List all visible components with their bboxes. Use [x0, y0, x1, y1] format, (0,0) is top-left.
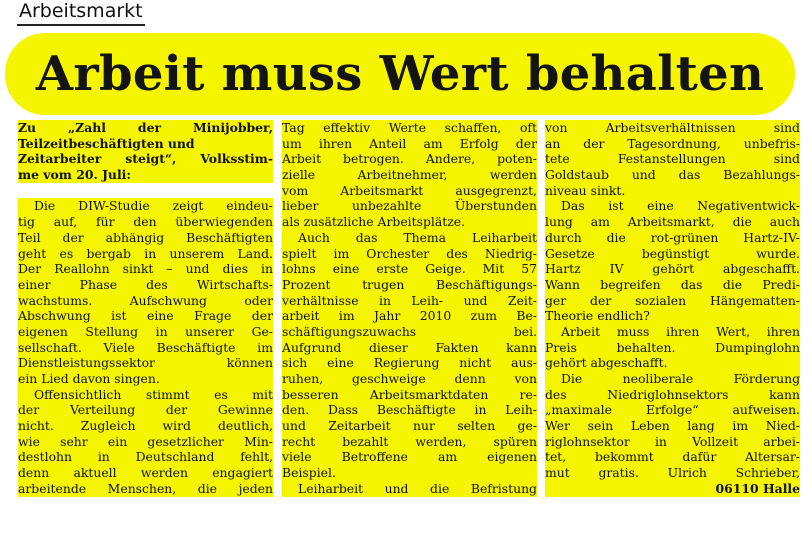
text-line: arbeitende Menschen, die jeden [18, 480, 273, 496]
text-line: schäftigungszuwachs bei. [282, 323, 537, 339]
text-line: „maximale Erfolge“ aufweisen. [545, 402, 800, 418]
text-line: vom Arbeitsmarkt ausgegrenzt, [282, 182, 537, 198]
text-line: lieber unbezahlte Überstunden [282, 198, 537, 214]
text-line: Teil der abhängig Beschäftigten [18, 229, 273, 245]
text-line: Arbeit muss ihren Wert, ihren [545, 324, 800, 340]
text-line: 06110 Halle [545, 481, 800, 497]
text-line: durch die rot-grünen Hartz-IV- [545, 229, 800, 245]
text-line: Goldstaub und das Bezahlungs- [545, 167, 800, 183]
text-line: ger der sozialen Hängematten- [545, 292, 800, 308]
text-line: Die neoliberale Förderung [545, 371, 800, 387]
text-line: mut gratis. Ulrich Schrieber, [545, 465, 800, 481]
text-line: Das ist eine Negativentwick- [545, 198, 800, 214]
text-line: den. Dass Beschäftigte in Leih- [282, 402, 537, 418]
section-kicker: Arbeitsmarkt [17, 0, 145, 26]
text-line: spielt im Orchester des Niedrig- [282, 245, 537, 261]
text-line: niveau sinkt. [545, 183, 800, 199]
text-line: tig auf, für den überwiegenden [18, 214, 273, 230]
text-line: Zu „Zahl der Minijobber, [18, 120, 273, 135]
text-line: besseren Arbeitsmarktdaten re- [282, 386, 537, 402]
text-line: tete Festanstellungen sind [545, 151, 800, 167]
text-line: Dienstleistungssektor können [18, 355, 273, 371]
text-line: Abschwung ist eine Frage der [18, 308, 273, 324]
text-line: Tag effektiv Werte schaffen, oft [282, 120, 537, 135]
paragraph-spacer [18, 183, 273, 199]
text-line: eigenen Stellung in unserer Ge- [18, 323, 273, 339]
text-line: Leiharbeit und die Befristung [282, 481, 537, 497]
text-line: recht bezahlt werden, spüren [282, 433, 537, 449]
text-line: um ihren Anteil am Erfolg der [282, 135, 537, 151]
text-line: von Arbeitsverhältnissen sind [545, 120, 800, 135]
text-line: Auch das Thema Leiharbeit [282, 230, 537, 246]
text-line: arbeit im Jahr 2010 zum Be- [282, 308, 537, 324]
text-line: des Niedriglohnsektors kann [545, 386, 800, 402]
text-line: ein Lied davon singen. [18, 371, 273, 387]
text-line: ruhen, geschweige denn von [282, 371, 537, 386]
article-column-1 [18, 120, 273, 497]
text-line: Offensichtlich stimmt es mit [18, 387, 273, 403]
text-line: Prozent trugen Beschäftigungs- [282, 276, 537, 292]
text-line: Wer sein Leben lang im Nied- [545, 418, 800, 434]
article-column-2 [282, 120, 537, 497]
text-line: Arbeit betrogen. Andere, poten- [282, 151, 537, 167]
text-line: Zeitarbeiter steigt“, Volksstim- [18, 151, 273, 167]
text-line: sellschaft. Viele Beschäftigte im [18, 339, 273, 355]
text-line: verhältnisse in Leih- und Zeit- [282, 292, 537, 308]
text-line: geht es bergab in unserem Land. [18, 245, 273, 261]
text-line: Gesetze begünstigt wurde. [545, 245, 800, 261]
text-line: wachstums. Aufschwung oder [18, 292, 273, 308]
text-line: Aufgrund dieser Fakten kann [282, 339, 537, 355]
headline: Arbeit muss Wert behalten [5, 33, 795, 115]
text-line: me vom 20. Juli: [18, 167, 273, 183]
text-line: sich eine Regierung nicht aus- [282, 355, 537, 371]
text-line: Wann begreifen das die Predi- [545, 276, 800, 292]
text-line: Theorie endlich? [545, 308, 800, 324]
text-line: Beispiel. [282, 465, 537, 481]
text-line: Der Reallohn sinkt – und dies in [18, 261, 273, 277]
text-line: riglohnsektor in Vollzeit arbei- [545, 433, 800, 449]
text-line: einer Phase des Wirtschafts- [18, 276, 273, 292]
text-line: Preis behalten. Dumpinglohn [545, 339, 800, 355]
text-line: gehört abgeschafft. [545, 355, 800, 371]
text-line: an der Tagesordnung, unbefris- [545, 135, 800, 151]
text-line: lung am Arbeitsmarkt, die auch [545, 214, 800, 230]
text-line: und Zeitarbeit nur selten ge- [282, 418, 537, 434]
text-line: Die DIW-Studie zeigt eindeu- [18, 198, 273, 214]
text-line: tet, bekommt dafür Altersar- [545, 449, 800, 465]
text-line: lohns eine erste Geige. Mit 57 [282, 261, 537, 277]
text-line: wie sehr ein gesetzlicher Min- [18, 433, 273, 449]
text-line: Hartz IV gehört abgeschafft. [545, 261, 800, 277]
article-column-3 [545, 120, 800, 497]
text-line: destlohn in Deutschland fehlt, [18, 449, 273, 465]
text-line: zielle Arbeitnehmer, werden [282, 167, 537, 183]
text-line: Teilzeitbeschäftigten und [18, 136, 273, 152]
text-line: denn aktuell werden engagiert [18, 465, 273, 481]
text-line: der Verteilung der Gewinne [18, 402, 273, 418]
text-line: viele Betroffene am eigenen [282, 449, 537, 465]
text-line: als zusätzliche Arbeitsplätze. [282, 214, 537, 230]
text-line: nicht. Zugleich wird deutlich, [18, 418, 273, 434]
